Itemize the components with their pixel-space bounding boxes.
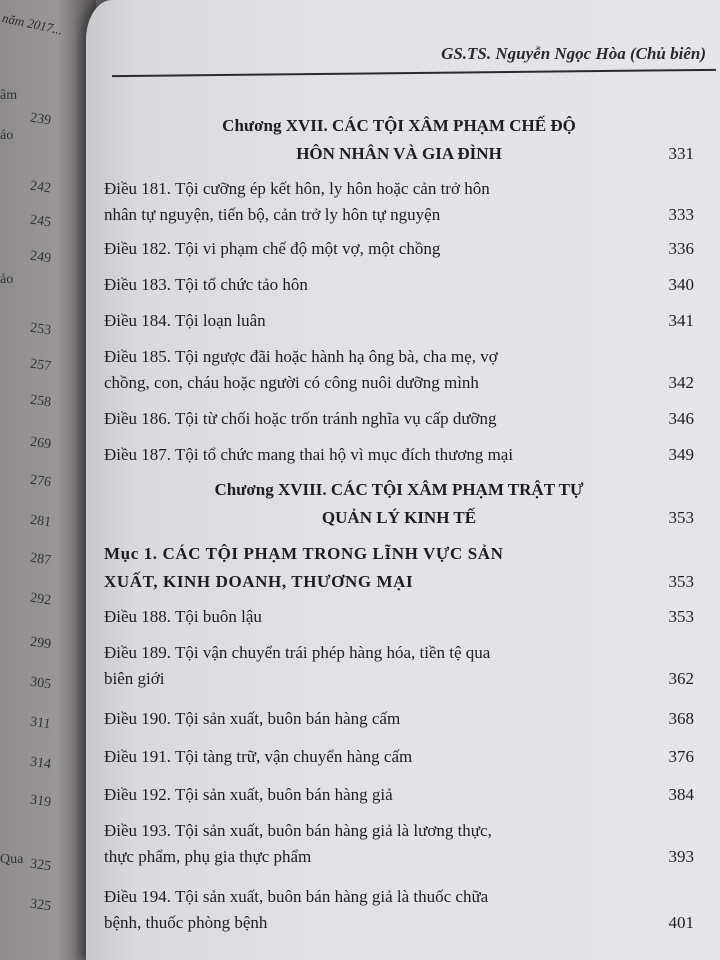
page-number: 393 [668, 847, 694, 866]
table-of-contents [86, 0, 720, 960]
toc-entry [104, 782, 694, 808]
previous-page-number: 281 [29, 512, 53, 531]
page-number: 353 [668, 508, 694, 527]
section-title-line-1: Mục 1. CÁC TỘI PHẠM TRONG LĨNH VỰC SẢN [104, 544, 504, 563]
chapter-title-line-1: Chương XVII. CÁC TỘI XÂM PHẠM CHẾ ĐỘ [222, 116, 576, 135]
entry-line-1: Điều 183. Tội tổ chức tảo hôn [104, 275, 308, 294]
previous-page-header-fragment: năm 2017... [0, 10, 65, 38]
section-title-line-2: XUẤT, KINH DOANH, THƯƠNG MẠI [104, 572, 414, 591]
page-number: 336 [668, 239, 694, 258]
previous-page-number: 311 [29, 714, 52, 733]
entry-line-1: Điều 184. Tội loạn luân [104, 311, 266, 330]
page-number: 346 [668, 409, 694, 428]
entry-line-1: Điều 187. Tội tổ chức mang thai hộ vì mục đích thương mại [104, 445, 514, 464]
page-number: 376 [668, 747, 694, 766]
previous-page-number: 257 [29, 356, 53, 375]
entry-line-1: Điều 188. Tội buôn lậu [104, 607, 262, 626]
page-number: 353 [668, 607, 694, 626]
toc-entry [104, 604, 694, 630]
toc-entry [104, 176, 694, 228]
page-number: 384 [668, 785, 694, 804]
previous-page-fragment: Qua [0, 852, 24, 867]
toc-entry [104, 744, 694, 770]
page-number: 333 [668, 205, 694, 224]
toc-entry [104, 344, 694, 396]
page-number: 342 [668, 373, 694, 392]
entry-line-2: thực phẩm, phụ gia thực phẩm [104, 847, 312, 866]
entry-line-1: Điều 192. Tội sản xuất, buôn bán hàng giả [104, 785, 393, 804]
entry-line-1: Điều 193. Tội sản xuất, buôn bán hàng giả là lương thực, [104, 821, 492, 840]
entry-line-1: Điều 182. Tội vi phạm chế độ một vợ, một chồng [104, 239, 441, 258]
chapter-heading [104, 476, 694, 532]
previous-page-number: 245 [29, 212, 53, 231]
entry-line-1: Điều 191. Tội tàng trữ, vận chuyển hàng cấm [104, 747, 413, 766]
chapter-title-line-1: Chương XVIII. CÁC TỘI XÂM PHẠM TRẬT TỰ [214, 480, 584, 499]
entry-line-1: Điều 190. Tội sản xuất, buôn bán hàng cấm [104, 709, 401, 728]
previous-page-number: 239 [29, 110, 53, 129]
running-header-author: GS.TS. Nguyễn Ngọc Hòa (Chủ biên) [441, 44, 706, 63]
entry-line-1: Điều 185. Tội ngược đãi hoặc hành hạ ông bà, cha mẹ, vợ [104, 347, 498, 366]
page-number: 340 [668, 275, 694, 294]
previous-page-number: 305 [29, 674, 53, 693]
previous-page-number: 299 [29, 634, 53, 653]
page-number: 341 [668, 311, 694, 330]
previous-page-number: 319 [29, 792, 53, 811]
previous-page-number: 325 [29, 896, 53, 915]
entry-line-1: Điều 181. Tội cưỡng ép kết hôn, ly hôn hoặc cản trở hôn [104, 179, 490, 198]
page-number: 362 [668, 669, 694, 688]
previous-page-fragment: âm [0, 88, 18, 103]
page-number: 331 [668, 144, 694, 163]
toc-entry [104, 706, 694, 732]
page-number: 401 [668, 913, 694, 932]
previous-page-number: 314 [29, 754, 53, 773]
page-number: 353 [668, 572, 694, 591]
toc-entry [104, 272, 694, 298]
previous-page-number: 269 [29, 434, 53, 453]
toc-entry [104, 442, 694, 468]
entry-line-1: Điều 189. Tội vận chuyển trái phép hàng hóa, tiền tệ qua [104, 643, 491, 662]
book-page [86, 0, 720, 960]
entry-line-2: nhân tự nguyện, tiến bộ, cản trở ly hôn tự nguyện [104, 205, 441, 224]
previous-page-number: 253 [29, 320, 53, 339]
entry-line-2: chồng, con, cháu hoặc người có công nuôi dưỡng mình [104, 373, 479, 392]
previous-page-edge [0, 0, 96, 960]
previous-page-number: 242 [29, 178, 53, 197]
previous-page-number: 276 [29, 472, 53, 491]
toc-entry [104, 884, 694, 936]
chapter-title-line-2: QUẢN LÝ KINH TẾ [321, 508, 477, 527]
entry-line-2: biên giới [104, 669, 165, 688]
toc-entry [104, 236, 694, 262]
previous-page-number: 258 [29, 392, 53, 411]
page-number: 349 [668, 445, 694, 464]
chapter-title-line-2: HÔN NHÂN VÀ GIA ĐÌNH [296, 144, 502, 163]
previous-page-number: 249 [29, 248, 53, 267]
toc-entry [104, 308, 694, 334]
page-number: 368 [668, 709, 694, 728]
toc-entry [104, 640, 694, 692]
previous-page-number: 325 [29, 856, 53, 875]
section-heading [104, 540, 694, 596]
entry-line-1: Điều 194. Tội sản xuất, buôn bán hàng giả là thuốc chữa [104, 887, 489, 906]
toc-entry [104, 818, 694, 870]
previous-page-number: 292 [29, 590, 53, 609]
previous-page-number: 287 [29, 550, 53, 569]
entry-line-1: Điều 186. Tội từ chối hoặc trốn tránh nghĩa vụ cấp dưỡng [104, 409, 497, 428]
chapter-heading [104, 112, 694, 168]
previous-page-fragment: áo [0, 128, 14, 143]
previous-page-fragment: ảo [0, 272, 14, 287]
toc-entry [104, 406, 694, 432]
entry-line-2: bệnh, thuốc phòng bệnh [104, 913, 268, 932]
